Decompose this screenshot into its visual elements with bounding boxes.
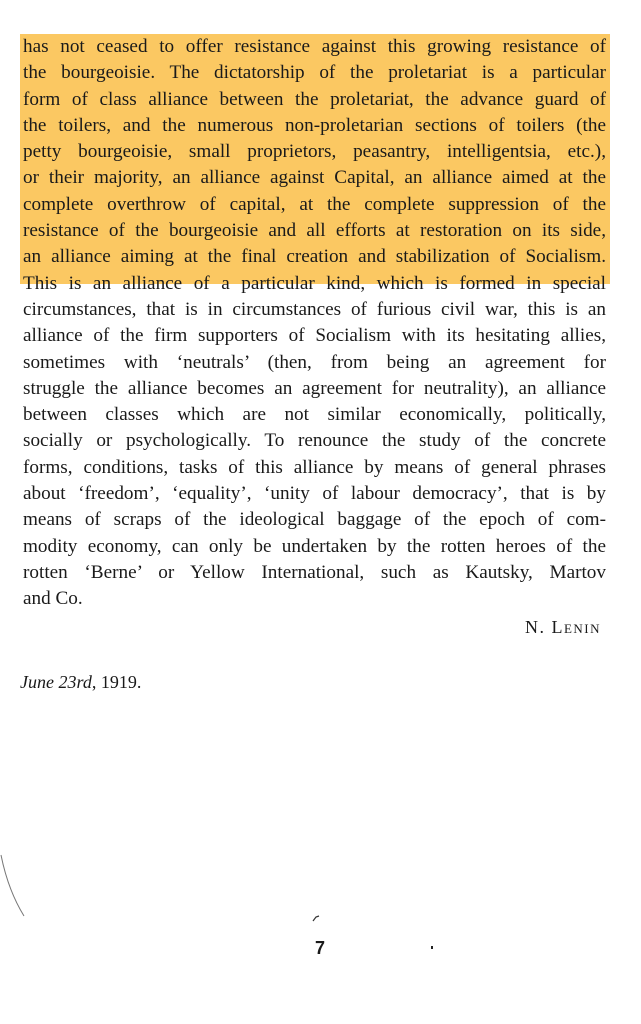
highlighted-line: the bourgeoisie. The dictatorship of the proletariat is a particular — [23, 62, 606, 84]
scan-artifact-stroke — [0, 850, 40, 920]
signature: N. Lenin — [524, 617, 601, 637]
body-line: modity economy, can only be undertaken by the rotten heroes of the — [23, 535, 606, 557]
highlighted-line: the toilers, and the numerous non-proletarian sections of toilers (the — [23, 114, 606, 136]
highlighted-line: an alliance aiming at the final creation and stabilization of Socialism. — [23, 246, 606, 268]
page-number: 7 — [315, 938, 326, 958]
body-line: forms, conditions, tasks of this alliance by means of general phrases — [23, 456, 606, 478]
body-text — [23, 34, 606, 613]
highlighted-line: resistance of the bourgeoisie and all efforts at restoration on its side, — [23, 220, 606, 242]
body-line: and Co. — [23, 588, 83, 610]
body-line: about ‘freedom’, ‘equality’, ‘unity of labour democracy’, that is by — [23, 483, 606, 505]
scan-artifact-dot — [431, 946, 433, 949]
body-line: rotten ‘Berne’ or Yellow International, such as Kautsky, Martov — [23, 561, 606, 583]
highlighted-line: complete overthrow of capital, at the complete suppression of the — [23, 193, 606, 215]
date-month-day: June 23rd — [20, 672, 92, 692]
body-line: sometimes with ‘neutrals’ (then, from being an agreement for — [23, 351, 606, 373]
scan-artifact-speck — [312, 914, 320, 922]
body-line: alliance of the firm supporters of Socialism with its hesitating allies, — [23, 325, 606, 347]
body-line: means of scraps of the ideological baggage of the epoch of com- — [23, 509, 606, 531]
date-line — [20, 672, 141, 693]
date-year: , 1919. — [91, 672, 142, 692]
body-line: between classes which are not similar economically, politically, — [23, 404, 606, 426]
body-line: socially or psychologically. To renounce the study of the concrete — [23, 430, 606, 452]
body-line: circumstances, that is in circumstances of furious civil war, this is an — [23, 298, 606, 320]
highlighted-line: or their majority, an alliance against Capital, an alliance aimed at the — [23, 167, 606, 189]
body-line: This is an alliance of a particular kind, which is formed in special — [23, 272, 606, 294]
body-line: struggle the alliance becomes an agreement for neutrality), an alliance — [23, 377, 606, 399]
highlighted-line: has not ceased to offer resistance against this growing resistance of — [23, 36, 606, 57]
highlighted-line: form of class alliance between the proletariat, the advance guard of — [23, 88, 606, 110]
highlighted-line: petty bourgeoisie, small proprietors, peasantry, intelligentsia, etc.), — [23, 141, 606, 163]
